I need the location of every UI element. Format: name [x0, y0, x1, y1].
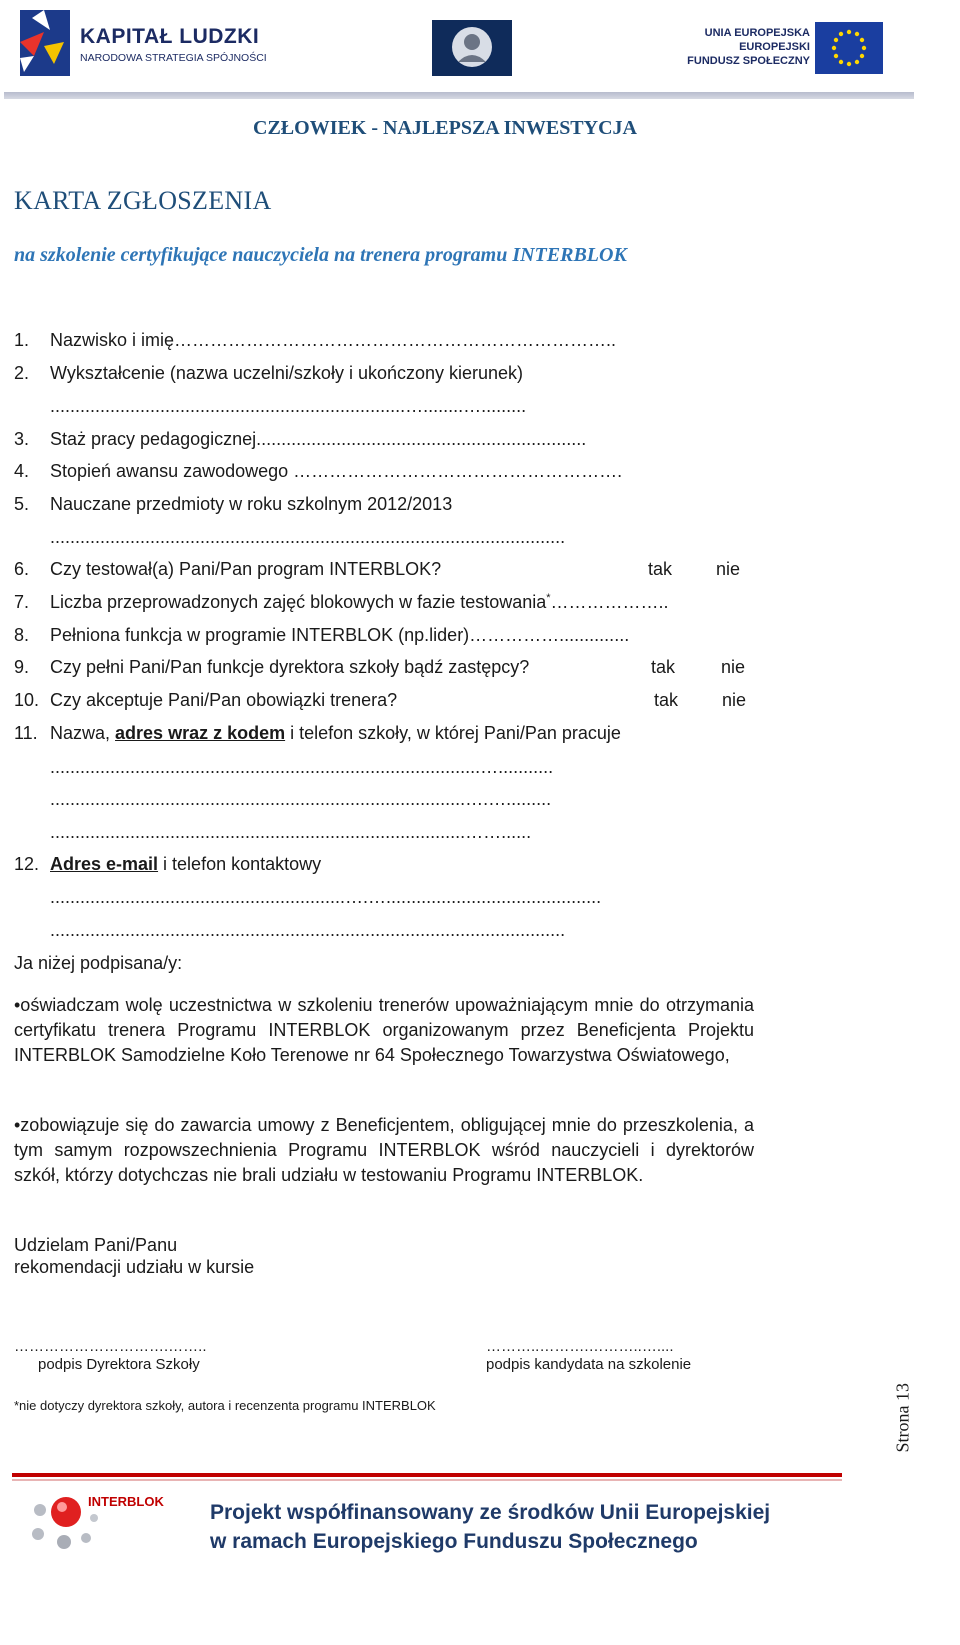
item-text: Czy testował(a) Pani/Pan program INTERBLOK?	[50, 559, 442, 579]
footer-funding-note	[210, 1498, 770, 1556]
signature-line-candidate[interactable]: ………..……….………..…....	[486, 1338, 674, 1355]
eu-text-block	[660, 26, 810, 68]
item-number: 8.	[14, 625, 30, 645]
option-yes[interactable]: tak	[651, 657, 676, 677]
recommendation-line-2: rekomendacji udziału w kursie	[14, 1257, 255, 1277]
item-number: 10.	[14, 690, 40, 710]
form-item-2	[14, 363, 523, 384]
form-item-11	[14, 723, 621, 744]
item-number: 5.	[14, 494, 30, 514]
signature-label-candidate: podpis kandydata na szkolenie	[486, 1356, 692, 1373]
item-number: 9.	[14, 657, 30, 677]
signature-label-director: podpis Dyrektora Szkoły	[38, 1356, 200, 1373]
footnote: *nie dotyczy dyrektora szkoły, autora i recenzenta programu INTERBLOK	[14, 1398, 436, 1413]
footnote-marker: *	[546, 592, 551, 604]
option-yes[interactable]: tak	[648, 559, 673, 579]
form-item-12	[14, 854, 321, 875]
form-item-9	[14, 657, 529, 678]
declaration-paragraph-1: •oświadczam wolę uczestnictwa w szkoleniu trenerów upoważniającym mnie do otrzymania certyfikatu trenera Programu INTERBLOK organizowanym przez Beneficjenta Projektu INTERBLOK Samodzielne Koło Terenowe nr 64 Społecznego Towarzystwa Oświatowego,	[14, 995, 754, 1065]
item-text[interactable]: Stopień awansu zawodowego ……………………………………………….	[50, 461, 623, 481]
page-title: KARTA ZGŁOSZENIA	[14, 186, 272, 215]
page-number	[880, 1365, 930, 1455]
item-number: 2.	[14, 363, 30, 383]
form-item-5	[14, 494, 452, 515]
kapital-ludzki-title: KAPITAŁ LUDZKI	[80, 25, 260, 48]
option-no[interactable]: nie	[722, 690, 747, 710]
form-item-6	[14, 559, 441, 580]
declaration-paragraph-2: •zobowiązuje się do zawarcia umowy z Beneficjentem, obligującej mnie do przeszkolenia, a tym samym rozpowszechnienia Programu INTERBLOK wśród nauczycieli i dyrektorów szkół, którzy dotychczas nie brali udziału w testowaniu Programu INTERBLOK.	[14, 1115, 754, 1185]
signature-line-director[interactable]: ………………………….……..	[14, 1338, 207, 1355]
item-text: Liczba przeprowadzonych zajęć blokowych w fazie testowania	[50, 592, 547, 612]
item-text[interactable]: Staż pracy pedagogicznej..................................................................	[50, 429, 587, 449]
fill-line[interactable]: ………………..	[550, 592, 669, 612]
eu-line-3: FUNDUSZ SPOŁECZNY	[687, 55, 810, 67]
eu-line-2: EUROPEJSKI	[739, 41, 810, 53]
item-text: Nazwa,	[50, 723, 116, 743]
fill-line[interactable]: ...................................................................................….….........	[50, 789, 552, 809]
fill-line[interactable]: .......................................................................................................	[50, 920, 566, 940]
item-number: 11.	[14, 723, 38, 743]
item-number: 12.	[14, 854, 40, 874]
item-text: Nauczane przedmioty w roku szkolnym 2012/2013	[50, 494, 453, 514]
item-text: Czy pełni Pani/Pan funkcje dyrektora szkoły bądź zastępcy?	[50, 657, 530, 677]
item-text-emphasis: adres wraz z kodem	[115, 723, 286, 743]
footer-line-2: w ramach Europejskiego Funduszu Społecznego	[210, 1530, 698, 1553]
recommendation-line-1: Udzielam Pani/Panu	[14, 1235, 178, 1255]
item-number: 4.	[14, 461, 30, 481]
motto: CZŁOWIEK - NAJLEPSZA INWESTYCJA	[253, 117, 637, 139]
form-item-10	[14, 690, 397, 711]
declaration-intro: Ja niżej podpisana/y:	[14, 953, 183, 973]
page-number-label: Strona 13	[892, 1383, 913, 1453]
item-number: 7.	[14, 592, 30, 612]
item-text: Czy akceptuje Pani/Pan obowiązki trenera?	[50, 690, 398, 710]
form-item-7	[14, 592, 669, 613]
portrait-emblem-icon	[432, 20, 512, 76]
page-subtitle: na szkolenie certyfikujące nauczyciela na trenera programu INTERBLOK	[14, 244, 627, 266]
item-text-emphasis: Adres e-mail	[50, 854, 159, 874]
fill-line[interactable]: ...........................................................….…...........................................	[50, 887, 602, 907]
item-number: 1.	[14, 330, 30, 350]
fill-line[interactable]: ...................................................................................……......	[50, 822, 532, 842]
option-no[interactable]: nie	[721, 657, 746, 677]
item-number: 3.	[14, 429, 30, 449]
footer-line-1: Projekt współfinansowany ze środków Unii Europejskiej	[210, 1501, 771, 1524]
form-item-3	[14, 429, 586, 450]
option-yes[interactable]: tak	[654, 690, 679, 710]
fill-line[interactable]: .......................................................................................................	[50, 527, 566, 547]
fill-line[interactable]: .......................................................................…........….........	[50, 396, 527, 416]
option-no[interactable]: nie	[716, 559, 741, 579]
eu-line-1: UNIA EUROPEJSKA	[704, 27, 810, 39]
form-item-1	[14, 330, 616, 351]
form-item-8	[14, 625, 629, 646]
sto-portrait-logo	[432, 20, 512, 76]
footer-divider	[12, 1473, 842, 1477]
item-text[interactable]: Nazwisko i imię………………………………………………………………..	[50, 330, 617, 350]
item-text: Wykształcenie (nazwa uczelni/szkoły i ukończony kierunek)	[50, 363, 524, 383]
eu-flag-icon	[815, 22, 883, 74]
interblok-logo-text: INTERBLOK	[88, 1494, 164, 1509]
item-text: i telefon szkoły, w której Pani/Pan pracuje	[285, 723, 621, 743]
fill-line[interactable]: ......................................................................................…...........	[50, 757, 554, 777]
item-number: 6.	[14, 559, 30, 579]
form-item-4	[14, 461, 622, 482]
kapital-ludzki-emblem-icon	[14, 6, 80, 80]
kapital-ludzki-subtitle: NARODOWA STRATEGIA SPÓJNOŚCI	[80, 52, 267, 64]
item-text[interactable]: Pełniona funkcja w programie INTERBLOK (np.lider)……………..............	[50, 625, 630, 645]
item-text: i telefon kontaktowy	[158, 854, 322, 874]
header-divider	[4, 92, 914, 99]
footer-divider-shadow	[12, 1479, 842, 1481]
